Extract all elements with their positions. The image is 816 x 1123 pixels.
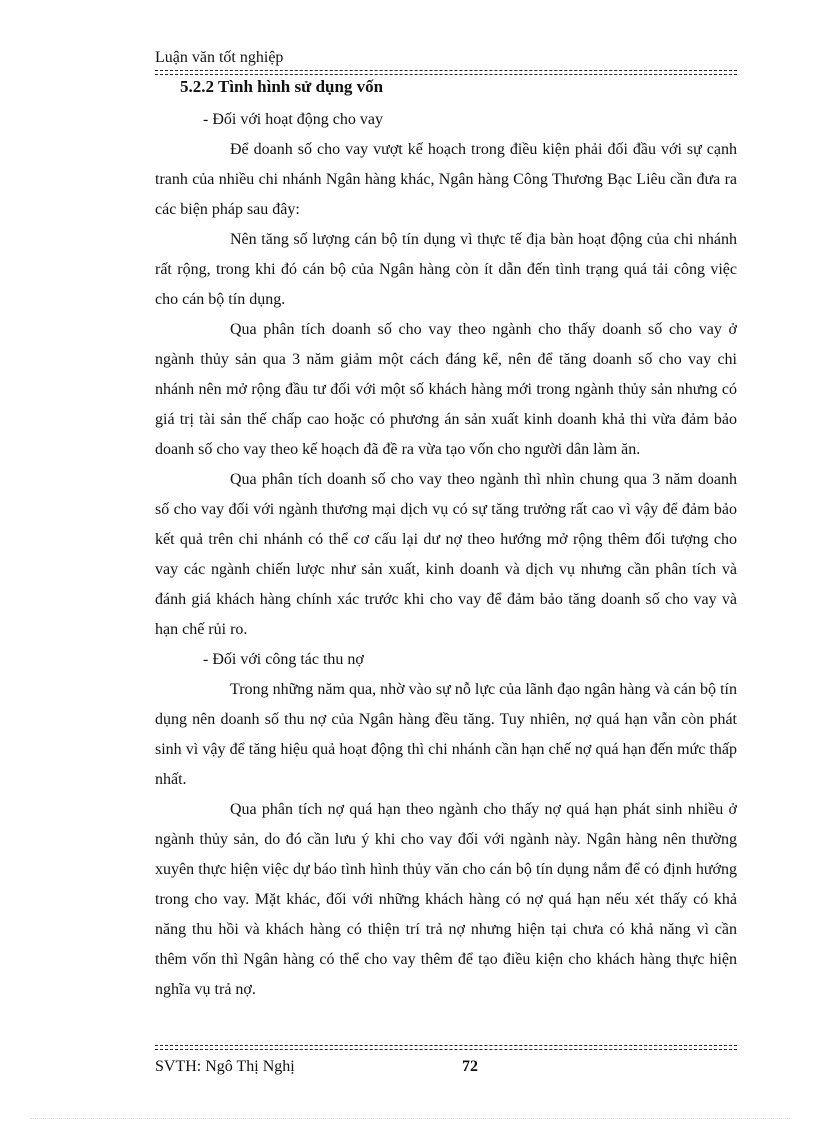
paragraph: Nên tăng số lượng cán bộ tín dụng vì thực tế địa bàn hoạt động của chi nhánh rất rộng, trong khi đó cán bộ của Ngân hàng còn ít dẫn đến tình trạng quá tải công việc cho cán bộ tín dụng. [155,231,737,308]
paragraph: Để doanh số cho vay vượt kế hoạch trong điều kiện phải đối đầu với sự cạnh tranh của nhiều chi nhánh Ngân hàng khác, Ngân hàng Công Thương Bạc Liêu cần đưa ra các biện pháp sau đây: [155,141,737,218]
paragraph: Qua phân tích doanh số cho vay theo ngành cho thấy doanh số cho vay ở ngành thủy sản qua 3 năm giảm một cách đáng kể, nên để tăng doanh số cho vay chi nhánh nên mở rộng đầu tư đối với một số khách hàng mới trong ngành thủy sản nhưng có giá trị tài sản thế chấp cao hoặc có phương án sản xuất kinh doanh khả thi vừa đảm bảo doanh số cho vay theo kế hoạch đã đề ra vừa tạo vốn cho người dân làm ăn. [155,321,737,458]
header-divider [155,70,737,75]
section-heading: 5.2.2 Tình hình sử dụng vốn [180,77,384,96]
bullet-lending: - Đối với hoạt động cho vay [203,111,383,128]
page-edge [30,1118,790,1119]
paragraph: Qua phân tích doanh số cho vay theo ngành thì nhìn chung qua 3 năm doanh số cho vay đối với ngành thương mại dịch vụ có sự tăng trưởng rất cao vì vậy để đảm bảo kết quả trên chi nhánh có thể cơ cấu lại dư nợ theo hướng mở rộng thêm đối tượng cho vay các ngành chiến lược như sản xuất, kinh doanh và dịch vụ nhưng cần phân tích và đánh giá khách hàng chính xác trước khi cho vay để đảm bảo tăng doanh số cho vay và hạn chế rủi ro. [155,471,737,638]
body-content [155,105,737,1005]
bullet-collection: - Đối với công tác thu nợ [203,651,364,668]
footer-author: SVTH: Ngô Thị Nghị [155,1058,295,1075]
paragraph: Trong những năm qua, nhờ vào sự nỗ lực của lãnh đạo ngân hàng và cán bộ tín dụng nên doanh số thu nợ của Ngân hàng đều tăng. Tuy nhiên, nợ quá hạn vẫn còn phát sinh vì vậy để tăng hiệu quả hoạt động thì chi nhánh cần hạn chế nợ quá hạn đến mức thấp nhất. [155,681,737,788]
page-number: 72 [462,1058,478,1075]
paragraph: Qua phân tích nợ quá hạn theo ngành cho thấy nợ quá hạn phát sinh nhiều ở ngành thủy sản, do đó cần lưu ý khi cho vay đối với ngành này. Ngân hàng nên thường xuyên thực hiện việc dự báo tình hình thủy văn cho cán bộ tín dụng nắm để có định hướng trong cho vay. Mặt khác, đối với những khách hàng có nợ quá hạn nếu xét thấy có khả năng thu hồi và khách hàng có thiện trí trả nợ nhưng hiện tại chưa có khả năng vì cần thêm vốn thì Ngân hàng có thể cho vay thêm để tạo điều kiện cho khách hàng thực hiện nghĩa vụ trả nợ. [155,801,737,998]
header-title: Luận văn tốt nghiệp [155,49,284,66]
footer-divider [155,1045,737,1050]
